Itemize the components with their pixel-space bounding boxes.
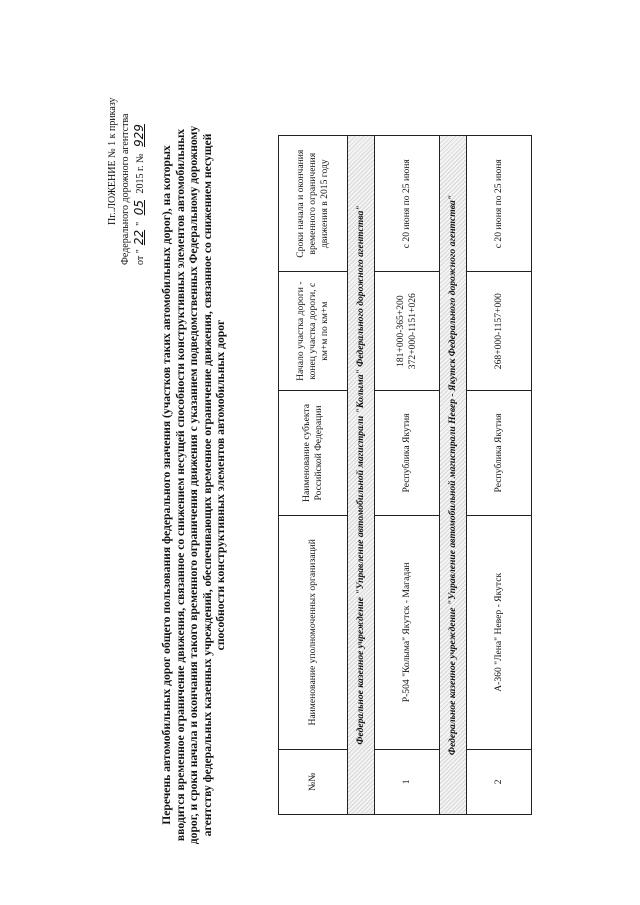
- order-header: [106, 65, 147, 265]
- row-period: с 20 июня по 25 июня: [375, 136, 440, 272]
- agency-line: Федерального дорожного агентства: [120, 113, 131, 265]
- order-day: 22: [132, 229, 146, 246]
- row-road: Р-504 "Колыма" Якутск - Магадан: [375, 515, 440, 749]
- row-section: 268+000-1157+000: [493, 293, 504, 370]
- col-header-number: №№: [279, 749, 348, 814]
- table-row: [375, 136, 440, 815]
- row-section: 181+000-365+200: [395, 295, 406, 367]
- row-number: 1: [375, 749, 440, 814]
- row-sections: [467, 272, 532, 391]
- document-title: Перечень автомобильных дорог общего пользования федерального значения (участков таких автомобильных дорог), на которых вводится временное ограничение движения, связанное со снижением несущей способности конструктивных элементов автомобильных дорог, и сроки начала и окончания такого временного ограничения движения с указанием подведомственных Федеральному дорожному агентству федеральных казенных учреждений, обеспечивающих временное ограничение движения, связанное со снижением несущей способности конструктивных элементов автомобильных дорог: [160, 125, 227, 845]
- order-month: 05: [132, 200, 146, 216]
- table-header-row: [279, 136, 348, 815]
- table-row: [467, 136, 532, 815]
- table-group-row: [348, 136, 375, 815]
- rotated-content: [90, 65, 610, 875]
- row-number: 2: [467, 749, 532, 814]
- row-sections: [375, 272, 440, 391]
- col-header-region: Наименование субъекта Российской Федерации: [279, 390, 348, 515]
- row-section: 372+000-1151+026: [407, 293, 418, 370]
- order-date-line: от "22" 05 2015 г. № 929: [133, 65, 147, 265]
- roads-table: [278, 135, 532, 815]
- order-number: 929: [132, 124, 146, 147]
- row-region: Республика Якутия: [375, 390, 440, 515]
- row-period: с 20 июня по 25 июня: [467, 136, 532, 272]
- appendix-line: Пг..ЛОЖЕНИЕ № 1 к приказу: [107, 97, 118, 225]
- col-header-period: Сроки начала и окончания временного ограничения движения в 2015 году: [279, 136, 348, 272]
- row-road: А-360 "Лена" Невер - Якутск: [467, 515, 532, 749]
- table-group-row: [440, 136, 467, 815]
- col-header-section: Начало участка дороги - конец участка дороги, с км+м по км+м: [279, 272, 348, 391]
- group-organization: Федеральное казенное учреждение "Управление автомобильной магистрали Невер - Якутск Федерального дорожного агентства": [440, 136, 467, 815]
- row-region: Республика Якутия: [467, 390, 532, 515]
- col-header-organization: Наименование уполномоченных организаций: [279, 515, 348, 749]
- group-organization: Федеральное казенное учреждение "Управление автомобильной магистрали "Колыма" Федерального дорожного агентства": [348, 136, 375, 815]
